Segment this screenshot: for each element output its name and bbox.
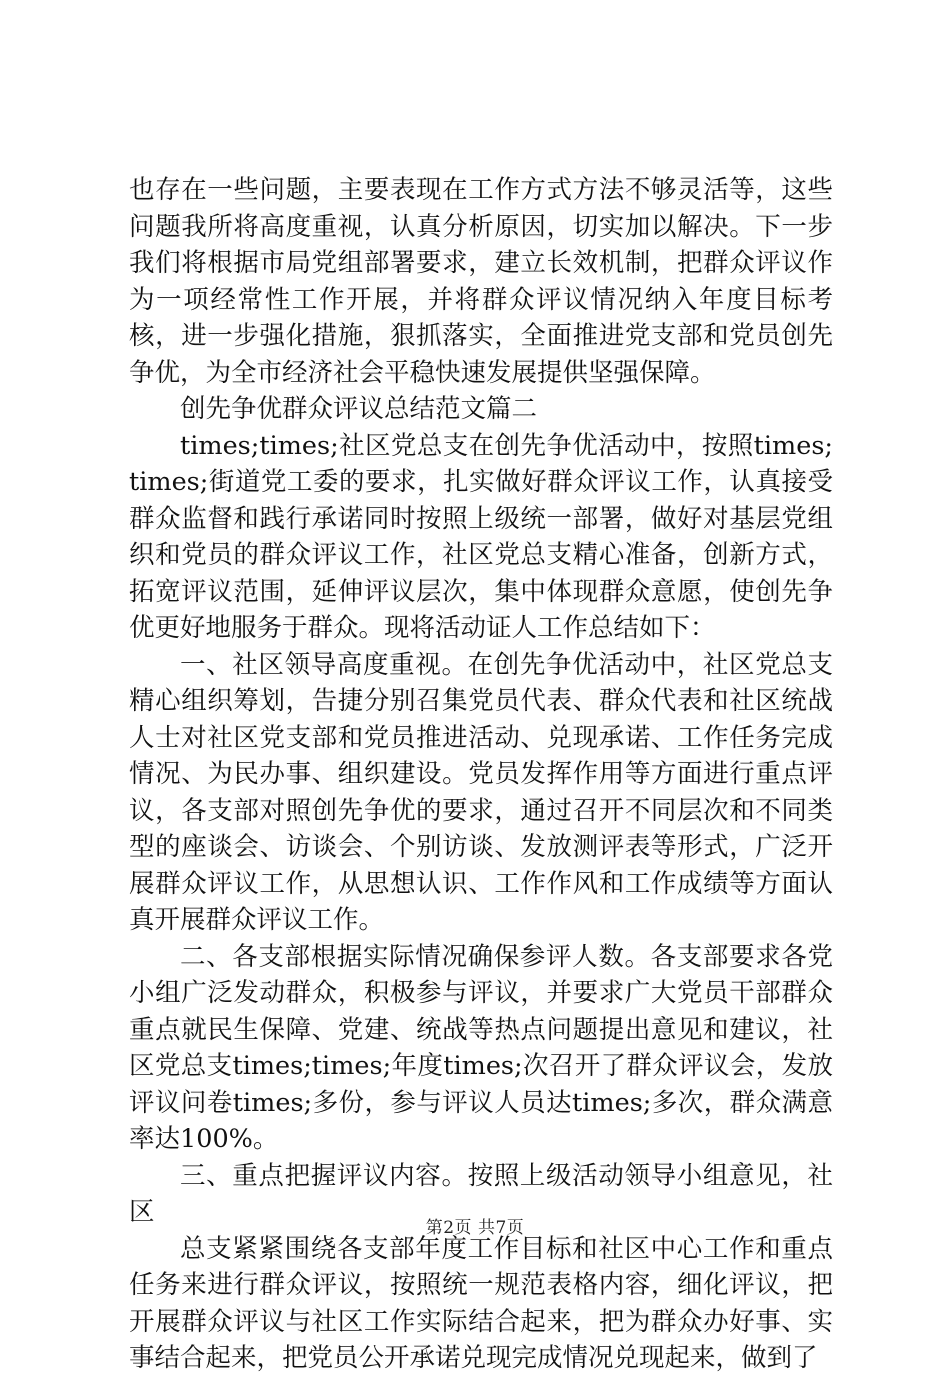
paragraph-point-two: 二、各支部根据实际情况确保参评人数。各支部要求各党小组广泛发动群众，积极参与评议，并要求广大党员干部群众重点就民生保障、党建、统战等热点问题提出意见和建议，社区党总支times;times;年度times;次召开了群众评议会，发放评议问卷times;多份，参与评议人员达times;多次，群众满意率达100%。 xyxy=(129,941,833,1154)
paragraph-point-three-continued: 总支紧紧围绕各支部年度工作目标和社区中心工作和重点任务来进行群众评议，按照统一规范表格内容，细化评议，把开展群众评议与社区工作实际结合起来，把为群众办好事、实事结合起来，把党员公开承诺兑现完成情况兑现起来，做到了 xyxy=(129,1233,833,1373)
paragraph-point-three: 三、重点把握评议内容。按照上级活动领导小组意见，社区 xyxy=(129,1160,833,1227)
document-body xyxy=(129,172,833,1377)
paragraph-point-one: 一、社区领导高度重视。在创先争优活动中，社区党总支精心组织筹划，告捷分别召集党员代表、群众代表和社区统战人士对社区党支部和党员推进活动、兑现承诺、工作任务完成情况、为民办事、组织建设。党员发挥作用等方面进行重点评议，各支部对照创先争优的要求，通过召开不同层次和不同类型的座谈会、访谈会、个别访谈、发放测评表等形式，广泛开展群众评议工作，从思想认识、工作作风和工作成绩等方面认真开展群众评议工作。 xyxy=(129,649,833,935)
page-number-footer: 第2页 共7页 xyxy=(425,1218,525,1238)
section-title: 创先争优群众评议总结范文篇二 xyxy=(180,394,538,424)
paragraph-continuation: 也存在一些问题，主要表现在工作方式方法不够灵活等，这些问题我所将高度重视，认真分析原因，切实加以解决。下一步我们将根据市局党组部署要求，建立长效机制，把群众评议作为一项经常性工作开展，并将群众评议情况纳入年度目标考核，进一步强化措施，狠抓落实，全面推进党支部和党员创先争优，为全市经济社会平稳快速发展提供坚强保障。 xyxy=(129,175,833,388)
paragraph-intro: times;times;社区党总支在创先争优活动中，按照times;times;街道党工委的要求，扎实做好群众评议工作，认真接受群众监督和践行承诺同时按照上级统一部署，做好对基层党组织和党员的群众评议工作，社区党总支精心准备，创新方式，拓宽评议范围，延伸评议层次，集中体现群众意愿，使创先争优更好地服务于群众。现将活动证人工作总结如下： xyxy=(129,430,833,643)
